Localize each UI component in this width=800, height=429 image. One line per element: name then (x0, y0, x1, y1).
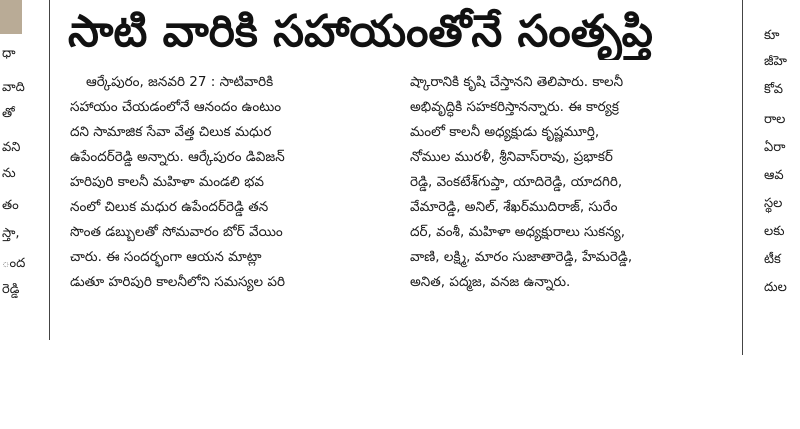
article-line: నంలో చిలుక మధుర ఉపేందర్‌రెడ్డి తన (70, 199, 269, 215)
left-fragment-line: స్తా, (2, 226, 20, 241)
article-line: అనిత, పద్మజ, వనజ ఉన్నారు. (410, 274, 571, 290)
article-line: చారు. ఈ సందర్భంగా ఆయన మాట్లా (70, 249, 262, 265)
article-line: ఆర్కేపురం, జనవరి 27 : సాటివారికి (86, 74, 274, 90)
right-fragment-line: జీహె (764, 54, 787, 69)
left-article-fragment (0, 0, 46, 330)
left-fragment-line: తో (2, 106, 15, 121)
left-fragment-line: తం (2, 198, 19, 213)
left-fragment-line: ను (2, 166, 16, 181)
left-fragment-line: వని (2, 140, 21, 155)
left-fragment-line: ధా (2, 46, 16, 61)
right-fragment-line: దుల (764, 280, 787, 295)
right-fragment-line: ఏరా (764, 140, 786, 155)
article-line: దని సామాజిక సేవా వేత్త చిలుక మధుర (70, 124, 272, 140)
right-fragment-line: కోవ (764, 82, 783, 97)
article-line: మంలో కాలనీ అధ్యక్షుడు కృష్ణమూర్తి, (410, 124, 600, 140)
headline: సాటి వారికి సహాయంతోనే సంతృప్తి (68, 6, 653, 57)
right-article-fragment (760, 28, 800, 328)
left-fragment-line: రెడ్డి (2, 282, 20, 297)
article-line: వాణి, లక్ష్మి, మారం సుజాతారెడ్డి, హేమరెడ్డి, (410, 249, 633, 265)
article-column-1 (70, 70, 400, 295)
left-fragment-line: ంద (2, 256, 26, 271)
article-line: ష్కారానికి కృషి చేస్తానని తెలిపారు. కాలనీ (410, 74, 624, 90)
article-line: వేమారెడ్డి, అనిల్, శేఖర్‌ముదిరాజ్, సురేం (410, 199, 618, 215)
left-photo-fragment (0, 0, 22, 34)
article-line: సహాయం చేయడంలోనే ఆనందం ఉంటుం (70, 99, 282, 115)
article-line: అభివృద్ధికి సహకరిస్తానన్నారు. ఈ కార్యక్ర (410, 99, 619, 115)
right-fragment-line: ఆవ (764, 168, 784, 183)
left-fragment-line: వాది (2, 80, 25, 95)
article-column-2 (410, 70, 735, 295)
column-rule-right (742, 0, 743, 355)
article-line: డుతూ హరిపురి కాలనీలోని సమస్యల పరి (70, 274, 286, 290)
article-line: రెడ్డి, వెంకటేశ్‌గుప్తా, యాదిరెడ్డి, యాదగిరి, (410, 174, 623, 190)
right-fragment-line: లకు (764, 224, 785, 239)
article-line: దర్, వంశీ, మహిళా అధ్యక్షురాలు సుకన్య, (410, 224, 626, 240)
column-rule-left (49, 0, 50, 340)
right-fragment-line: కూ (764, 28, 780, 43)
article-line: నోముల మురళీ, శ్రీనివాస్‌రావు, ప్రభాకర్ (410, 149, 613, 165)
right-fragment-line: రాల (764, 112, 786, 127)
article-line: హరిపురి కాలనీ మహిళా మండలి భవ (70, 174, 264, 190)
article-line: ఉపేందర్‌రెడ్డి అన్నారు. ఆర్కేపురం డివిజన్ (70, 149, 285, 165)
right-fragment-line: స్థల (764, 196, 783, 211)
right-fragment-line: టీక (764, 252, 781, 267)
article-line: సొంత డబ్బులతో సోమవారం బోర్ వేయిం (70, 224, 283, 240)
